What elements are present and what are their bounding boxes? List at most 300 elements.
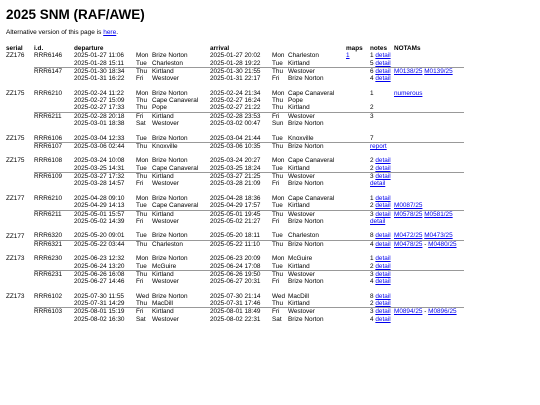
departure-time-cell: 2025-02-27 17:33 [74,104,125,112]
notams-cell [394,210,464,218]
maps-link[interactable]: 1 [346,52,350,60]
table-row [6,210,464,218]
serial-cell [6,97,34,104]
notes-cell [370,60,394,68]
id-cell [34,60,74,68]
departure-time-cell: 2025-02-24 11:22 [74,89,124,97]
maps-cell [346,255,370,262]
table-row [6,195,464,202]
departure-time-cell: 2025-06-26 16:08 [74,270,136,278]
notes-cell [370,135,394,143]
notams-cell: M0894/25 - M0896/25 [394,308,464,316]
id-cell: RRR6109 [34,173,74,181]
departure-day-cell: Fri [136,308,152,316]
arrival-place-cell: Westover [288,270,346,278]
notes-cell [370,293,394,300]
serial-cell [6,120,34,127]
header-arrival: arrival [210,45,230,52]
departure-time-cell: 2025-04-29 14:13 [74,202,125,210]
departure-day-cell: Tue [136,164,147,172]
notes-cell [370,270,394,278]
arrival-place-cell: Kirtland [288,262,310,270]
departure-time-cell: 2025-05-20 09:01 [74,232,125,240]
maps-cell [346,293,370,300]
notes-cell [370,278,394,285]
notes-count: 4 [370,75,376,83]
arrival-day-cell: Thu [272,240,288,248]
header-row [6,45,464,52]
id-cell [34,278,74,285]
arrival-time-cell: 2025-06-27 20:31 [210,278,261,286]
arrival-time-cell: 2025-02-27 21:22 [210,104,261,112]
departure-day-cell: Thu [136,104,148,112]
maps-cell [346,180,370,187]
departure-place-cell: Westover [152,278,179,286]
notam-link[interactable]: numerous [394,89,423,97]
notam-link[interactable]: M0578/25 [394,210,423,218]
arrival-day-cell: Thu [272,67,288,75]
alternative-version-link[interactable]: here [103,29,117,36]
notes-detail-link[interactable]: detail [375,173,391,181]
departure-day-cell: Tue [136,262,147,270]
departure-place-cell: Kirtland [152,270,210,278]
departure-day-cell: Fri [136,75,144,83]
notes-detail-link[interactable]: detail [375,157,391,165]
departure-day-cell: Thu [136,173,152,181]
departure-place-cell: Kirtland [152,112,210,120]
table-row [6,52,464,59]
notes-count: 3 [370,173,376,181]
notes-count: 1 [370,255,376,263]
departure-time-cell: 2025-03-01 18:38 [74,119,125,127]
notes-count: 5 [370,59,376,67]
departure-time-cell: 2025-08-02 16:30 [74,315,125,323]
arrival-time-cell: 2025-03-06 10:35 [210,142,272,150]
notes-detail-link[interactable]: detail [375,270,391,278]
notes-count: 4 [370,278,376,286]
arrival-time-cell: 2025-05-20 18:11 [210,232,260,240]
table-row [6,97,464,104]
table-row [6,104,464,112]
maps-cell [346,52,370,59]
table-row [6,180,464,187]
notes-detail-link[interactable]: detail [375,240,391,248]
maps-cell [346,120,370,127]
departure-place-cell: Brize Norton [152,292,188,300]
arrival-place-cell: Pope [288,97,303,105]
notam-link[interactable]: M0473/25 [424,232,453,240]
departure-place-cell: Kirtland [152,67,210,75]
departure-place-cell: Brize Norton [152,52,188,60]
arrival-day-cell: Tue [272,262,283,270]
id-cell [34,263,74,271]
header-notes: notes [370,45,388,52]
arrival-place-cell: Kirtland [288,104,310,112]
serial-cell [6,278,34,285]
notes-detail-link[interactable]: detail [375,75,391,83]
maps-cell [346,218,370,225]
id-cell: RRR6211 [34,210,74,218]
notam-link[interactable]: M0139/25 [424,67,453,75]
departure-time-cell: 2025-03-27 17:32 [74,173,136,181]
notes-detail-link[interactable]: detail [375,315,391,323]
table-row [6,135,464,143]
departure-day-cell: Thu [136,300,148,308]
arrival-time-cell: 2025-03-24 20:27 [210,157,261,165]
notes-cell [370,75,394,82]
notes-cell [370,67,394,75]
maps-cell [346,210,370,218]
departure-place-cell: Westover [152,315,179,323]
departure-time-cell: 2025-03-25 14:31 [74,164,125,172]
departure-place-cell: Brize Norton [152,232,188,240]
notams-cell [394,112,464,120]
departure-day-cell: Mon [136,52,149,60]
notam-link[interactable]: M0472/25 [394,232,423,240]
notes-count: 2 [370,104,374,112]
notes-cell [370,316,394,323]
arrival-time-cell: 2025-08-01 18:49 [210,308,272,316]
notes-detail-link[interactable]: detail [370,180,386,188]
notes-cell [370,308,394,316]
table-row [6,240,464,248]
arrival-place-cell: Charleston [288,232,319,240]
departure-place-cell: Cape Canaveral [152,97,199,105]
arrival-place-cell: Brize Norton [288,119,324,127]
serial-cell: ZZ177 [6,232,25,240]
table-row [6,263,464,271]
departure-place-cell: Pope [152,104,167,112]
arrival-time-cell: 2025-01-27 20:02 [210,52,261,60]
arrival-place-cell: McGuire [288,255,313,263]
arrival-day-cell: Sat [272,315,282,323]
notes-count: 3 [370,112,374,120]
arrival-time-cell: 2025-02-28 23:53 [210,112,272,120]
departure-time-cell: 2025-01-28 15:11 [74,59,124,67]
departure-day-cell: Tue [136,202,147,210]
notams-cell [394,142,464,150]
notes-detail-link[interactable]: detail [375,194,391,202]
departure-day-cell: Fri [136,112,152,120]
notes-detail-link[interactable]: detail [375,278,391,286]
notams-cell [394,202,464,210]
notams-cell [394,90,464,97]
notams-cell [394,157,464,164]
notam-link[interactable]: M0581/25 [424,210,453,218]
id-cell: RRR6231 [34,270,74,278]
arrival-day-cell: Fri [272,308,288,316]
arrival-time-cell: 2025-06-26 19:50 [210,270,272,278]
notams-cell: M0478/25 - M0480/25 [394,240,464,248]
id-cell: RRR6147 [34,67,74,75]
departure-place-cell: Cape Canaveral [152,202,199,210]
notams-cell [394,67,464,75]
id-cell [34,300,74,308]
notes-detail-link[interactable]: detail [375,52,391,60]
departure-day-cell: Mon [136,194,149,202]
departure-place-cell: Cape Canaveral [152,164,199,172]
maps-cell [346,142,370,150]
page-title: 2025 SNM (RAF/AWE) [6,7,145,22]
maps-cell [346,195,370,202]
arrival-time-cell: 2025-08-02 22:31 [210,315,261,323]
notes-detail-link[interactable]: detail [375,232,391,240]
departure-time-cell: 2025-06-27 14:46 [74,278,125,286]
departure-day-cell: Fri [136,180,144,188]
departure-time-cell: 2025-03-28 14:57 [74,180,125,188]
notam-link[interactable]: M0138/25 [394,67,423,75]
spacer-cell [6,286,464,293]
table-row [6,75,464,82]
arrival-time-cell: 2025-02-24 21:34 [210,89,261,97]
serial-cell [6,308,34,316]
notam-link[interactable]: M0087/25 [394,202,423,210]
maps-cell [346,173,370,181]
serial-cell [6,270,34,278]
notes-count: 1 [370,52,376,60]
maps-cell [346,232,370,240]
arrival-place-cell: Cape Canaveral [288,157,335,165]
departure-place-cell: Brize Norton [152,89,188,97]
notes-detail-link[interactable]: detail [375,262,391,270]
notam-link[interactable]: M0896/25 [428,308,457,316]
notes-count: 3 [370,308,376,316]
notes-cell [370,157,394,164]
table-row [6,308,464,316]
notes-detail-link[interactable]: detail [375,59,391,67]
departure-place-cell: Brize Norton [152,157,188,165]
departure-time-cell: 2025-01-31 16:22 [74,75,125,83]
table-row [6,90,464,97]
alt-prefix: Alternative version of this page is [6,29,104,36]
departure-day-cell: Tue [136,232,147,240]
notes-cell [370,104,394,112]
group-spacer [6,127,464,134]
flights-body [6,52,464,323]
table-row [6,60,464,68]
arrival-place-cell: Westover [288,112,346,120]
arrival-place-cell: Brize Norton [288,278,324,286]
departure-place-cell: Charleston [152,59,183,67]
arrival-day-cell: Tue [272,202,283,210]
notes-count: 7 [370,134,374,142]
notes-count: 3 [370,270,376,278]
maps-cell [346,263,370,271]
table-row [6,293,464,300]
notams-cell [394,218,464,225]
departure-time-cell: 2025-07-30 11:55 [74,292,124,300]
table-row [6,300,464,308]
maps-cell [346,97,370,104]
arrival-day-cell: Thu [272,270,288,278]
id-cell: RRR6210 [34,194,63,202]
notam-link[interactable]: M0480/25 [428,240,457,248]
table-row [6,142,464,150]
departure-day-cell: Thu [136,210,152,218]
alt-suffix: . [116,29,119,36]
arrival-place-cell: MacDill [288,292,309,300]
table-row [6,173,464,181]
arrival-time-cell: 2025-01-30 21:55 [210,67,272,75]
table-row [6,67,464,75]
notams-cell [394,135,464,143]
departure-time-cell: 2025-02-28 20:18 [74,112,136,120]
notes-count: 2 [370,202,376,210]
id-cell: RRR6107 [34,142,74,150]
serial-cell [6,173,34,181]
notams-cell [394,278,464,285]
header-maps: maps [346,45,363,52]
notes-detail-link[interactable]: detail [375,67,391,75]
arrival-place-cell: Brize Norton [288,142,346,150]
notes-cell [370,180,394,187]
header-notams: NOTAMs [394,45,421,52]
departure-place-cell: Kirtland [152,308,210,316]
notes-detail-link[interactable]: detail [370,217,386,225]
notes-detail-link[interactable]: detail [375,308,391,316]
notams-cell [394,97,464,104]
notes-cell [370,218,394,225]
table-row [6,202,464,210]
notes-cell [370,97,394,104]
id-cell: RRR6210 [34,89,63,97]
serial-cell: ZZ173 [6,292,25,300]
arrival-place-cell: Charleston [288,52,319,60]
departure-place-cell: Brize Norton [152,194,188,202]
header-serial: serial [6,45,23,52]
notams-cell [394,120,464,127]
id-cell: RRR6230 [34,255,63,263]
alternative-version-note [6,29,534,37]
notams-cell [394,316,464,323]
arrival-place-cell: Westover [288,67,346,75]
arrival-place-cell: Kirtland [288,202,310,210]
arrival-time-cell: 2025-06-24 17:08 [210,262,261,270]
notes-cell [370,142,394,150]
id-cell [34,165,74,173]
notes-detail-link[interactable]: detail [375,292,391,300]
notes-count: 3 [370,210,376,218]
arrival-time-cell: 2025-01-31 22:17 [210,75,261,83]
notes-count: 4 [370,315,376,323]
header-id: i.d. [34,45,44,52]
notams-cell [394,270,464,278]
id-cell [34,104,74,112]
id-cell [34,218,74,225]
departure-day-cell: Fri [136,217,144,225]
departure-day-cell: Thu [136,270,152,278]
notes-cell [370,165,394,173]
departure-place-cell: Westover [152,75,179,83]
serial-cell [6,240,34,248]
arrival-day-cell: Thu [272,142,288,150]
maps-cell [346,90,370,97]
id-cell: RRR6320 [34,232,63,240]
departure-place-cell: Kirtland [152,173,210,181]
group-spacer [6,248,464,255]
arrival-day-cell: Thu [272,210,288,218]
maps-cell [346,112,370,120]
notams-cell [394,255,464,262]
notes-detail-link[interactable]: detail [375,255,391,263]
arrival-day-cell: Thu [272,173,288,181]
departure-time-cell: 2025-01-27 11:06 [74,52,124,60]
spacer-cell [6,127,464,134]
spacer-cell [6,225,464,232]
notes-detail-link[interactable]: detail [375,202,391,210]
departure-place-cell: Brize Norton [152,134,188,142]
arrival-day-cell: Mon [272,157,285,165]
notes-detail-link[interactable]: detail [375,210,391,218]
arrival-time-cell: 2025-07-30 21:14 [210,292,261,300]
notes-cell [370,112,394,120]
table-row [6,120,464,127]
notam-link[interactable]: M0894/25 [394,308,423,316]
departure-day-cell: Sat [136,119,146,127]
departure-place-cell: McGuire [152,262,177,270]
arrival-time-cell: 2025-05-02 21:27 [210,217,261,225]
arrival-time-cell: 2025-04-28 18:36 [210,194,261,202]
maps-cell [346,270,370,278]
maps-cell [346,60,370,68]
arrival-place-cell: Westover [288,173,346,181]
id-cell: RRR6103 [34,308,74,316]
notes-report-link[interactable]: report [370,142,387,150]
arrival-day-cell: Thu [272,300,284,308]
notes-count: 6 [370,67,376,75]
maps-cell [346,240,370,248]
departure-time-cell: 2025-07-31 14:29 [74,300,125,308]
arrival-place-cell: Brize Norton [288,180,324,188]
arrival-day-cell: Tue [272,59,283,67]
departure-day-cell: Mon [136,255,149,263]
arrival-day-cell: Fri [272,180,280,188]
notes-cell [370,173,394,181]
table-row [6,316,464,323]
serial-cell [6,316,34,323]
notam-link[interactable]: M0478/25 [394,240,423,248]
departure-day-cell: Thu [136,142,152,150]
departure-time-cell: 2025-08-01 15:19 [74,308,136,316]
maps-cell [346,316,370,323]
group-spacer [6,225,464,232]
arrival-day-cell: Wed [272,292,286,300]
table-row [6,278,464,285]
notes-count: 2 [370,300,376,308]
serial-cell [6,202,34,210]
serial-cell [6,112,34,120]
table-row [6,270,464,278]
arrival-day-cell: Sun [272,119,284,127]
notams-cell [394,60,464,68]
arrival-day-cell: Fri [272,217,280,225]
notes-count: 2 [370,262,376,270]
departure-day-cell: Sat [136,315,146,323]
notes-cell [370,202,394,210]
table-row [6,112,464,120]
maps-cell [346,157,370,164]
notes-detail-link[interactable]: detail [375,164,391,172]
arrival-time-cell: 2025-01-28 19:22 [210,59,261,67]
arrival-place-cell: Brize Norton [288,315,324,323]
arrival-day-cell: Thu [272,104,284,112]
serial-cell [6,263,34,271]
departure-place-cell: Knoxville [152,142,210,150]
arrival-day-cell: Thu [272,97,284,105]
notes-detail-link[interactable]: detail [375,300,391,308]
arrival-day-cell: Fri [272,112,288,120]
maps-cell [346,278,370,285]
